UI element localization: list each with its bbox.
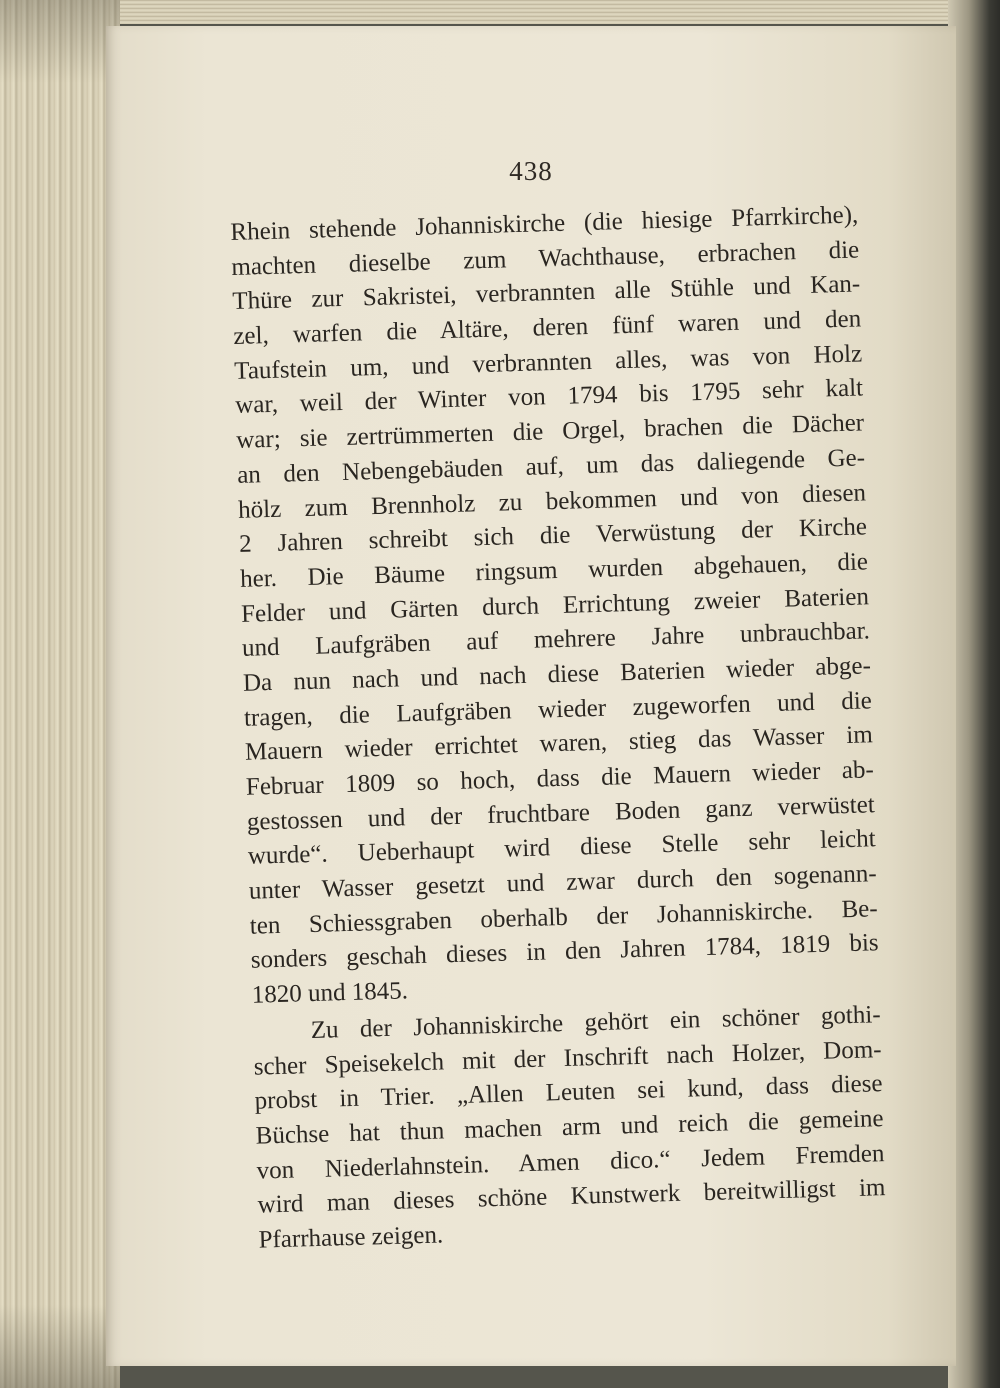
text-line: wird man dieses schöne Kunstwerk bereitwilligst im xyxy=(257,1174,886,1219)
page-number: 438 xyxy=(509,156,553,186)
text-line: tragen, die Laufgräben wieder zugeworfen und die xyxy=(243,686,873,732)
text-line: und Laufgräben auf mehrere Jahre unbrauchbar. xyxy=(241,617,871,663)
text-line: 2 Jahren schreibt sich die Verwüstung der Kirche xyxy=(238,513,868,559)
text-line: Taufstein um, und verbrannten alles, was von Holz xyxy=(233,340,863,385)
text-line: unter Wasser gesetzt und zwar durch den sogenann- xyxy=(248,860,877,905)
page-stack-edges xyxy=(0,0,120,1388)
text-line: war; sie zertrümmerten die Orgel, brachen die Dächer xyxy=(235,409,865,455)
text-line: probst in Trier. „Allen Leuten sei kund, dass diese xyxy=(254,1070,883,1115)
text-line: machten dieselbe zum Wachthause, erbrachen die xyxy=(231,236,860,281)
text-line: von Niederlahnstein. Amen dico.“ Jedem Fremden xyxy=(256,1139,885,1185)
text-line: Rhein stehende Johanniskirche (die hiesige Pfarrkirche), xyxy=(230,201,859,246)
body-text xyxy=(230,198,887,1258)
text-line: Felder und Gärten durch Errichtung zweier Baterien xyxy=(240,582,870,628)
text-line: Thüre zur Sakristei, verbrannten alle Stühle und Kan- xyxy=(232,270,861,316)
paragraph-last-line: 1820 und 1845. xyxy=(251,977,409,1009)
text-line: sonders geschah dieses in den Jahren 1784, 1819 bis xyxy=(250,929,879,975)
text-line: wurde“. Ueberhaupt wird diese Stelle sehr leicht xyxy=(247,825,877,871)
text-line: her. Die Bäume ringsum wurden abgehauen, die xyxy=(239,548,869,593)
paragraph-first-line: Zu der Johanniskirche gehört ein schöner gothi- xyxy=(310,1000,881,1044)
text-line: Februar 1809 so hoch, dass die Mauern wieder ab- xyxy=(245,756,875,801)
text-line: scher Speisekelch mit der Inschrift nach Holzer, Dom- xyxy=(253,1035,882,1081)
text-line: an den Nebengebäuden auf, um das daliegende Ge- xyxy=(236,444,866,489)
text-line: gestossen und der fruchtbare Boden ganz verwüstet xyxy=(246,790,876,836)
text-line: hölz zum Brennholz zu bekommen und von diesen xyxy=(237,478,867,524)
text-line: Büchse hat thun machen arm und reich die gemeine xyxy=(255,1104,884,1150)
text-line: zel, warfen die Altäre, deren fünf waren und den xyxy=(232,305,862,351)
text-line: Mauern wieder errichtet waren, stieg das Wasser im xyxy=(244,721,874,767)
book-page xyxy=(106,26,956,1366)
text-line: Da nun nach und nach diese Baterien wieder abge- xyxy=(242,652,872,697)
text-line: war, weil der Winter von 1794 bis 1795 sehr kalt xyxy=(234,374,864,420)
book-top-edge xyxy=(0,0,1000,24)
paragraph-last-line: Pfarrhause zeigen. xyxy=(258,1221,444,1254)
text-line: ten Schiessgraben oberhalb der Johanniskirche. Be- xyxy=(249,894,878,940)
